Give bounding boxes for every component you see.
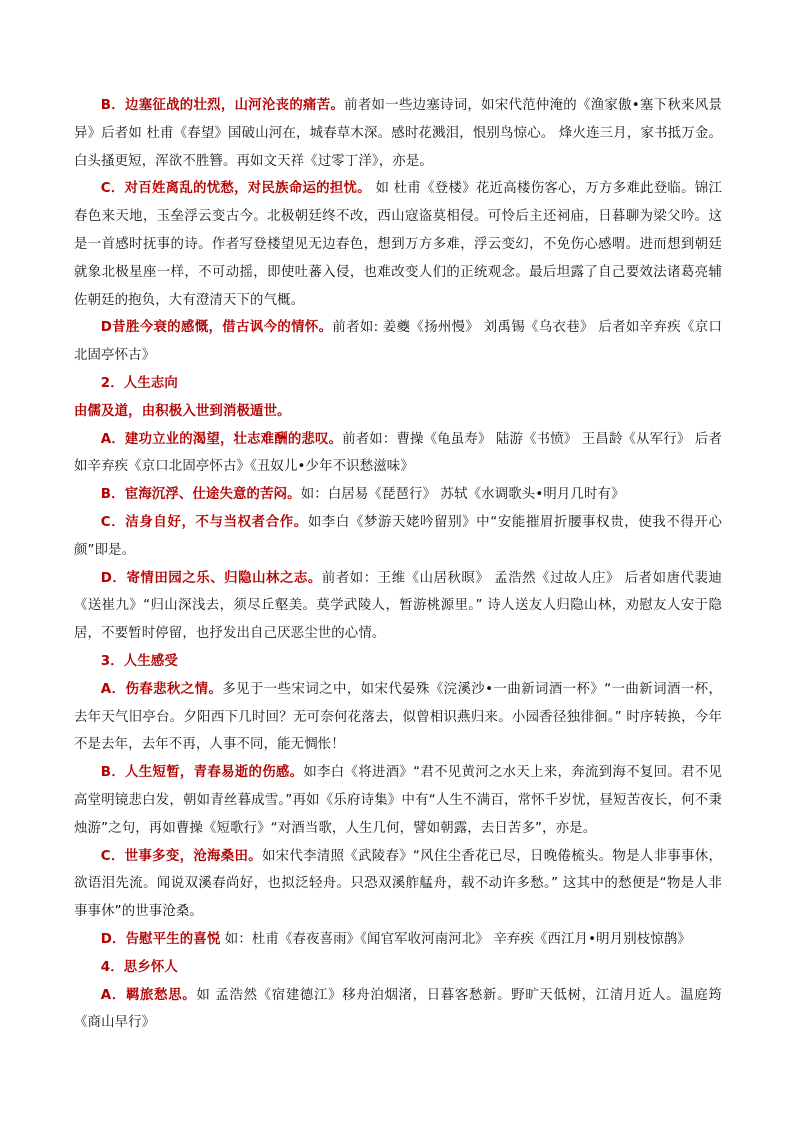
paragraph-text: 如李白《将进酒》“君不见黄河之水天上来，奔流到海不复回。君不见高堂明镜悲白发，朝如青丝暮成雪。”再如《乐府诗集》中有“人生不满百，常怀千岁忧，昼短苦夜长，何不秉烛游”之句，再如曹操《短歌行》“对酒当歌，人生几何，譬如朝露，去日苦多”，亦是。 bbox=[74, 765, 722, 836]
paragraph-b-career bbox=[74, 481, 722, 509]
section-subtitle-text: 由儒及道，由积极入世到消极遁世。 bbox=[74, 403, 291, 419]
paragraph-d-joy bbox=[74, 926, 722, 954]
paragraph-d-past bbox=[74, 314, 722, 370]
paragraph-text: 如：杜甫《春夜喜雨》《闻官军收河南河北》 辛弃疾《西江月•明月别枝惊鹊》 bbox=[220, 931, 691, 947]
section-title: 2．人生志向 bbox=[100, 375, 178, 391]
paragraph-text: 前者如一些边塞诗词，如宋代范仲淹的《渔家傲•塞下秋来风景异》后者如 杜甫《春望》国破山河在，城春草木深。感时花溅泪，恨别鸟惊心。 烽火连三月，家书抵万金。白头搔更短，浑欲不胜簪。再如文天祥《过零丁洋》，亦是。 bbox=[74, 98, 722, 169]
paragraph-heading: C．洁身自好，不与当权者合作。 bbox=[100, 514, 308, 530]
paragraph-text: 前者如：曹操《龟虽寿》 陆游《书愤》 王昌龄《从军行》 后者如辛弃疾《京口北固亭怀古》《丑奴儿•少年不识愁滋味》 bbox=[74, 431, 722, 475]
section-title: 4．思乡怀人 bbox=[100, 959, 178, 975]
paragraph-text: 前者如: 姜夔《扬州慢》 刘禹锡《乌衣巷》 后者如辛弃疾《京口北固亭怀古》 bbox=[74, 320, 722, 364]
section-subtitle bbox=[74, 398, 722, 426]
document-body bbox=[74, 92, 722, 1037]
paragraph-text: 如李白《梦游天姥吟留别》中“安能摧眉折腰事权贵，使我不得开心颜”即是。 bbox=[74, 514, 723, 558]
paragraph-heading: B．边塞征战的壮烈，山河沦丧的痛苦。 bbox=[100, 98, 345, 113]
section-heading-2 bbox=[74, 370, 722, 398]
paragraph-heading: D．告慰平生的喜悦 bbox=[100, 931, 221, 947]
paragraph-a-seasons bbox=[74, 676, 722, 759]
section-title: 3．人生感受 bbox=[100, 653, 178, 669]
paragraph-c-integrity bbox=[74, 509, 722, 565]
paragraph-b-frontier bbox=[74, 92, 722, 175]
paragraph-c-change bbox=[74, 843, 722, 926]
paragraph-heading: B．宦海沉浮、仕途失意的苦闷。 bbox=[100, 487, 301, 503]
paragraph-text: 如宋代李清照《武陵春》“风住尘香花已尽，日晚倦梳头。物是人非事事休，欲语泪先流。闻说双溪春尚好，也拟泛轻舟。只恐双溪舴艋舟，载不动许多愁。” 这其中的愁便是“物是人非事事休”的世事沧桑。 bbox=[74, 848, 722, 920]
paragraph-a-travel bbox=[74, 982, 722, 1038]
section-heading-3 bbox=[74, 648, 722, 676]
paragraph-heading: A．羁旅愁思。 bbox=[100, 987, 197, 1003]
paragraph-text: 多见于一些宋词之中，如宋代晏殊《浣溪沙•一曲新词酒一杯》“一曲新词酒一杯，去年天气旧亭台。夕阳西下几时回？无可奈何花落去，似曾相识燕归来。小园香径独徘徊。” 时序转换，今年不是去年，去年不再，人事不同，能无惆怅！ bbox=[74, 681, 722, 753]
paragraph-text: 如 孟浩然《宿建德江》移舟泊烟渚，日暮客愁新。野旷天低树，江清月近人。温庭筠《商山早行》 bbox=[74, 987, 722, 1031]
paragraph-heading: D昔胜今衰的感慨，借古讽今的情怀。 bbox=[100, 320, 333, 336]
paragraph-heading: C．对百姓离乱的忧愁，对民族命运的担忧。 bbox=[100, 181, 371, 197]
paragraph-c-people bbox=[74, 175, 722, 314]
paragraph-heading: A．伤春悲秋之情。 bbox=[100, 681, 223, 697]
paragraph-heading: C．世事多变，沧海桑田。 bbox=[100, 848, 262, 864]
paragraph-b-youth bbox=[74, 759, 722, 842]
paragraph-text: 如 杜甫《登楼》花近高楼伤客心，万方多难此登临。锦江春色来天地，玉垒浮云变古今。北极朝廷终不改，西山寇盗莫相侵。可怜后主还祠庙，日暮聊为梁父吟。这是一首感时抚事的诗。作者写登楼望见无边春色，想到万方多难，浮云变幻，不免伤心感喟。进而想到朝廷就象北极星座一样，不可动摇，即使吐蕃入侵，也难改变人们的正统观念。最后坦露了自己要效法诸葛亮辅佐朝廷的抱负，大有澄清天下的气概。 bbox=[74, 181, 723, 308]
paragraph-a-ambition bbox=[74, 426, 722, 482]
section-heading-4 bbox=[74, 954, 722, 982]
paragraph-text: 如：白居易《琵琶行》 苏轼《水调歌头•明月几时有》 bbox=[300, 487, 625, 503]
paragraph-text: 前者如：王维《山居秋暝》 孟浩然《过故人庄》 后者如唐代裴迪《送崔九》“归山深浅去，须尽丘壑美。莫学武陵人，暂游桃源里。” 诗人送友人归隐山林，劝慰友人安于隐居，不要暂时停留，也抒发出自己厌恶尘世的心情。 bbox=[74, 570, 723, 642]
paragraph-heading: B．人生短暂，青春易逝的伤感。 bbox=[100, 765, 304, 781]
paragraph-heading: D．寄情田园之乐、归隐山林之志。 bbox=[100, 570, 322, 586]
paragraph-d-retreat bbox=[74, 565, 722, 648]
paragraph-heading: A．建功立业的渴望，壮志难酬的悲叹。 bbox=[100, 431, 343, 447]
